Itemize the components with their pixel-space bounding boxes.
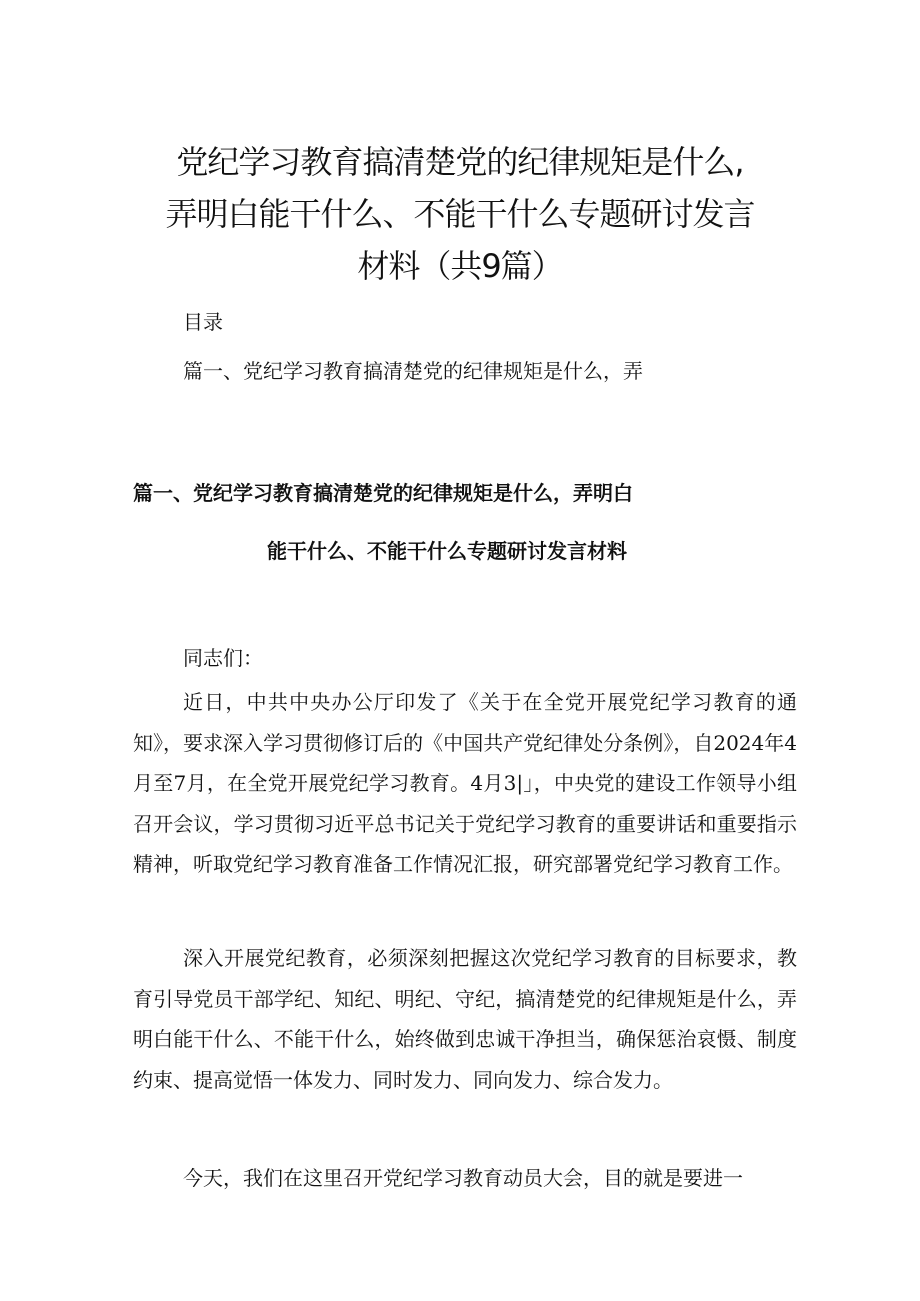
document-title-line-1: 党纪学习教育搞清楚党的纪律规矩是什么,: [176, 143, 744, 181]
toc-item[interactable]: 篇一、党纪学习教育搞清楚党的纪律规矩是什么，弄: [183, 359, 643, 383]
section-heading-line-2: 能干什么、不能干什么专题研讨发言材料: [267, 539, 627, 563]
document-title: [140, 136, 780, 292]
body-paragraph-1: 近日，中共中央办公厅印发了《关于在全党开展党纪学习教育的通知》，要求深入学习贯彻修订后的《中国共产党纪律处分条例》，自2024年4月至7月，在全党开展党纪学习教育。4月3|」，中央党的建设工作领导小组召开会议，学习贯彻习近平总书记关于党纪学习教育的重要讲话和重要指示精神，听取党纪学习教育准备工作情况汇报，研究部署党纪学习教育工作。: [133, 690, 797, 876]
section-heading: [133, 478, 813, 566]
body-paragraph-2: 深入开展党纪教育，必须深刻把握这次党纪学习教育的目标要求，教育引导党员干部学纪、知纪、明纪、守纪，搞清楚党的纪律规矩是什么，弄明白能干什么、不能干什么，始终做到忠诚干净担当，确保惩治哀慑、制度约束、提高觉悟一体发力、同时发力、同向发力、综合发力。: [133, 946, 797, 1092]
greeting: 同志们：: [183, 646, 263, 670]
document-title-line-3: 材料（共9篇）: [357, 247, 563, 285]
body-paragraph-3: 今天，我们在这里召开党纪学习教育动员大会，目的就是要进一: [183, 1166, 743, 1190]
document-title-line-2: 弄明白能干什么、不能干什么专题研讨发言: [165, 195, 755, 233]
toc-heading: 目录: [183, 310, 223, 334]
section-heading-line-1: 篇一、党纪学习教育搞清楚党的纪律规矩是什么，弄明白: [133, 481, 633, 505]
